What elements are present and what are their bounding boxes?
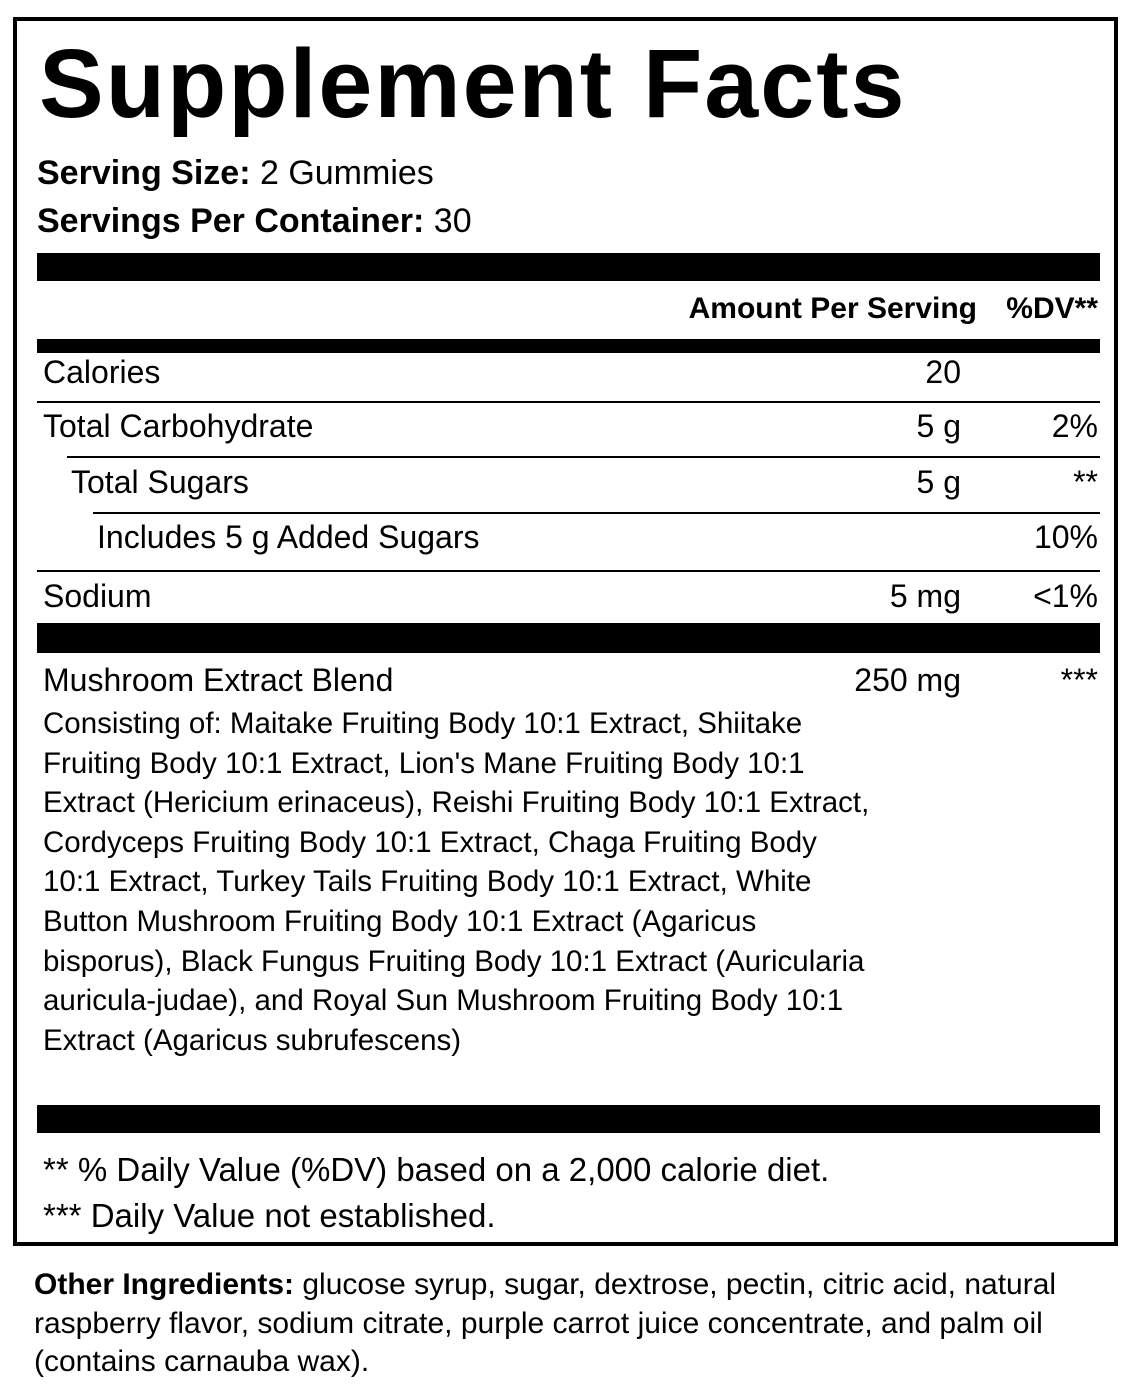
serving-size-label: Serving Size: (37, 154, 251, 192)
nutrient-amount-total-sugars: 5 g (916, 464, 961, 500)
other-ingredients-text: glucose syrup, sugar, dextrose, pectin, citric acid, natural raspberry flavor, sodium citrate, purple carrot juice concentrate, and palm oil (contains carnauba wax). (34, 1268, 1057, 1378)
other-ingredients (34, 1266, 1109, 1382)
nutrient-name-added-sugars: Includes 5 g Added Sugars (97, 519, 480, 555)
thick-divider-top (37, 253, 1100, 281)
medium-divider (37, 339, 1100, 353)
panel-title: Supplement Facts (39, 29, 907, 138)
row-divider (93, 512, 1100, 514)
nutrient-name-total-carbohydrate: Total Carbohydrate (43, 408, 314, 444)
column-header-amount: Amount Per Serving (688, 292, 977, 325)
nutrient-dv-sodium: <1% (1033, 578, 1098, 614)
nutrient-amount-total-carbohydrate: 5 g (916, 408, 961, 444)
other-ingredients-label: Other Ingredients: (34, 1268, 295, 1301)
servings-per-container-value: 30 (433, 202, 472, 240)
servings-per-container-line (37, 201, 472, 242)
blend-name: Mushroom Extract Blend (43, 662, 394, 698)
nutrient-dv-total-sugars: ** (1073, 464, 1098, 500)
column-header-dv: %DV** (1006, 292, 1098, 325)
row-divider (37, 401, 1100, 403)
nutrient-name-sodium: Sodium (43, 578, 152, 614)
servings-per-container-label: Servings Per Container: (37, 202, 425, 240)
nutrient-name-calories: Calories (43, 354, 161, 390)
thick-divider-bottom (37, 1105, 1100, 1133)
serving-size-value: 2 Gummies (259, 154, 434, 192)
nutrient-dv-added-sugars: 10% (1033, 519, 1098, 555)
nutrient-name-total-sugars: Total Sugars (71, 464, 249, 500)
nutrient-amount-sodium: 5 mg (889, 578, 961, 614)
blend-dv: *** (1060, 662, 1098, 698)
nutrient-amount-calories: 20 (925, 354, 961, 390)
nutrient-dv-total-carbohydrate: 2% (1051, 408, 1098, 444)
blend-description: Consisting of: Maitake Fruiting Body 10:1 Extract, Shiitake Fruiting Body 10:1 Extract, Lion's Mane Fruiting Body 10:1 Extract (Hericium erinaceus), Reishi Fruiting Body 10:1 Extract, Cordyceps Fruiting Body 10:1 Extract, Chaga Fruiting Body 10:1 Extract, Turkey Tails Fruiting Body 10:1 Extract, White Button Mushroom Fruiting Body 10:1 Extract (Agaricus bisporus), Black Fungus Fruiting Body 10:1 Extract (Auricularia auricula-judae), and Royal Sun Mushroom Fruiting Body 10:1 Extract (Agaricus subrufescens) (43, 707, 870, 1057)
footnote-not-established: *** Daily Value not established. (43, 1197, 496, 1234)
serving-size-line (37, 153, 434, 194)
supplement-facts-panel (13, 17, 1118, 1246)
row-divider (67, 456, 1100, 458)
blend-amount: 250 mg (854, 662, 961, 698)
footnote-daily-value: ** % Daily Value (%DV) based on a 2,000 calorie diet. (43, 1151, 830, 1188)
row-divider (37, 570, 1100, 572)
thick-divider-middle (37, 623, 1100, 653)
